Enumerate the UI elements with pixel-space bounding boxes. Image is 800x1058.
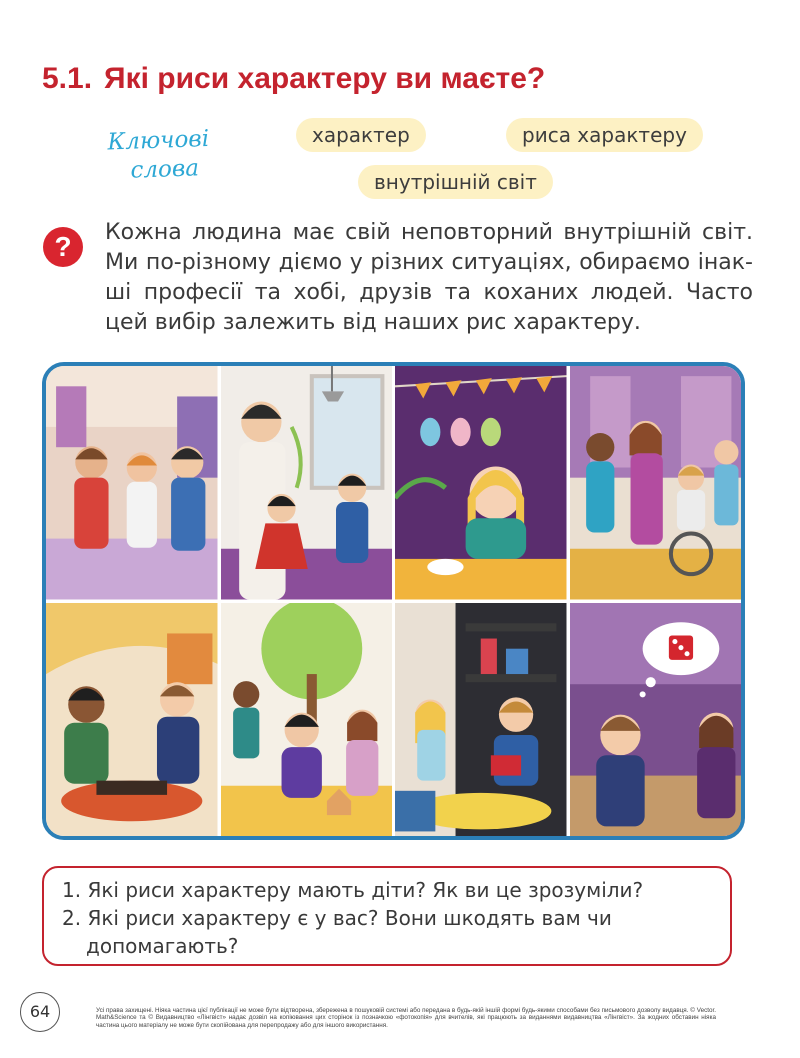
copyright-notice: Усі права захищені. Ніяка частина цієї публікації не може бути відтворена, збережена в пошуковій системі або передана в будь-якій іншій формі будь-якими способами без письмового дозволу видавця. © Vector. Math&Science та © Видавництво «Лінгвіст» надає дозвіл на копіювання цих сторінок із позначкою «фотокопія» для вчителів, які працюють за виданнями видавництва «Лінгвіст». За жодних обставин ніяка частина цього матеріалу не може бути скопійована для перепродажу або для іншого використання. bbox=[96, 1007, 716, 1029]
illustration-panel-boy-reading-with-medal bbox=[395, 603, 567, 837]
keywords-label-line2: слова bbox=[130, 155, 200, 184]
keywords-label-line1: Ключові bbox=[107, 125, 210, 156]
illustration-panel-boy-thinking-dice bbox=[570, 603, 742, 837]
section-title: Які риси характеру ви маєте? bbox=[104, 62, 546, 95]
question-item: 1. Які риси характеру мають діти? Як ви це зрозуміли? bbox=[62, 878, 644, 902]
illustration-panel-girl-painting-eggs bbox=[395, 366, 567, 600]
illustration-panel-friends-with-wheelchair bbox=[570, 366, 742, 600]
section-heading bbox=[42, 62, 545, 96]
questions-box bbox=[42, 866, 732, 966]
questions-list bbox=[62, 876, 714, 960]
intro-paragraph: Кожна людина має свій неповторний внутрішній світ. Ми по-різному діємо у різних ситуаціях, обираємо інакші професії та хобі, друзів та коханих людей. Часто цей вибір залежить від наших рис характеру. bbox=[105, 220, 753, 335]
illustration-panel-kids-building-models bbox=[221, 603, 393, 837]
question-item: 2. Які риси характеру є у вас? Вони шкодять вам чи допомагають? bbox=[62, 906, 612, 958]
keyword-tag: риса характеру bbox=[506, 118, 703, 152]
page-number: 64 bbox=[20, 992, 60, 1032]
keyword-tag: внутрішній світ bbox=[358, 165, 553, 199]
keyword-tag: характер bbox=[296, 118, 426, 152]
illustration-panel-father-and-kids bbox=[221, 366, 393, 600]
illustration-panel-children-hallway bbox=[46, 366, 218, 600]
illustration-grid bbox=[42, 362, 745, 840]
question-mark-icon: ? bbox=[43, 227, 83, 267]
section-number: 5.1. bbox=[42, 62, 93, 95]
keywords-label bbox=[107, 124, 249, 187]
illustration-panel-boys-board-game bbox=[46, 603, 218, 837]
